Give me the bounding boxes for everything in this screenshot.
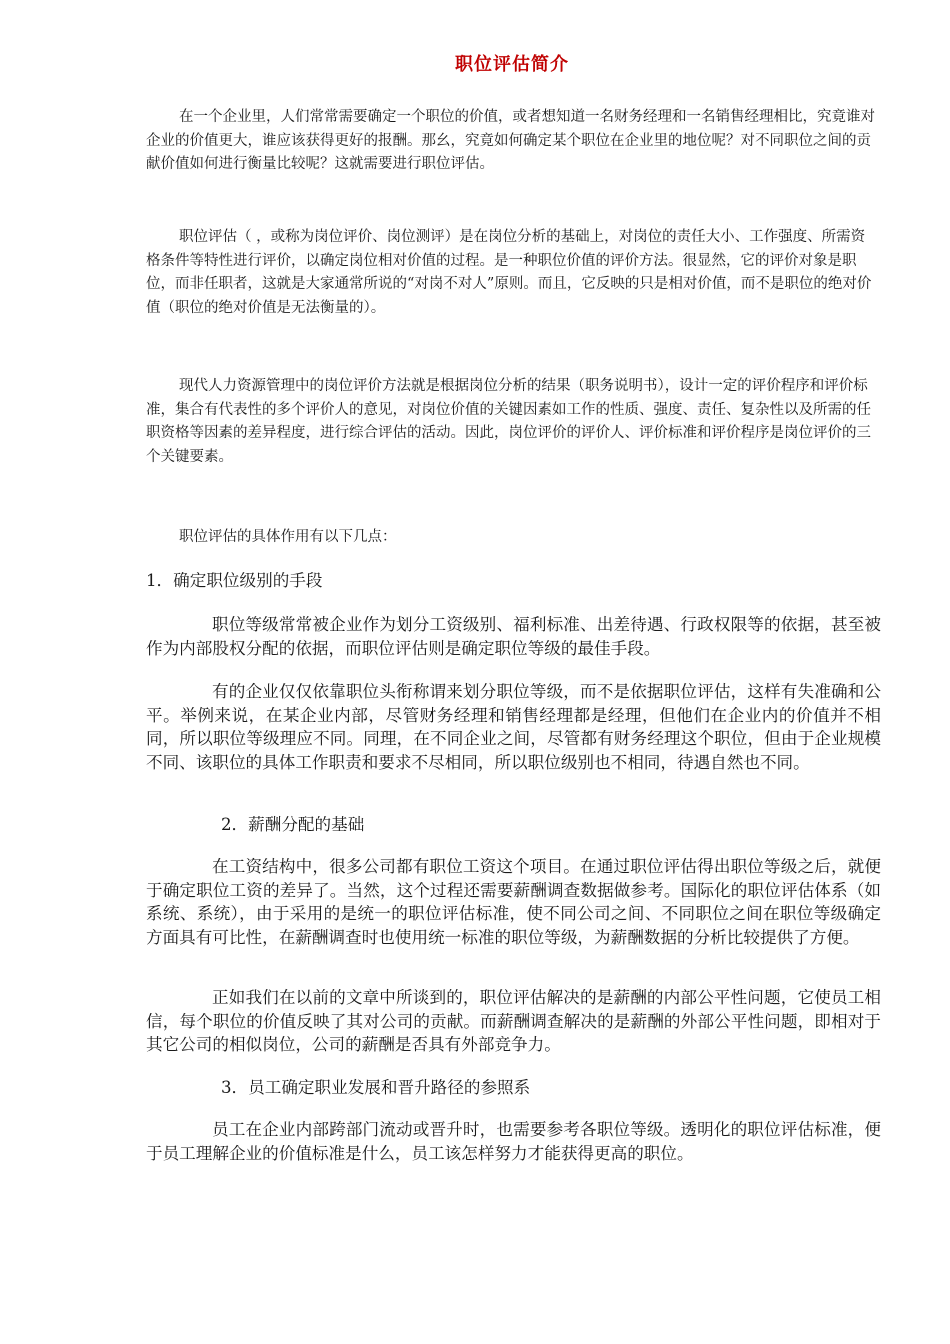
- section-heading-3: 3．员工确定职业发展和晋升路径的参照系: [221, 1078, 531, 1097]
- section-heading-1: 1．确定职位级别的手段: [146, 571, 323, 590]
- page-title: 职位评估简介: [455, 54, 569, 75]
- definition-paragraph: 职位评估（ ，或称为岗位评价、岗位测评）是在岗位分析的基础上，对岗位的责任大小、工作强度、所需资格条件等特性进行评价，以确定岗位相对价值的过程。是一种职位价值的评价方法。很显然，它的评价对象是职位，而非任职者，这就是大家通常所说的“对岗不对人”原则。而且，它反映的只是相对价值，而不是职位的绝对价值（职位的绝对价值是无法衡量的）。: [146, 229, 872, 316]
- section-1-paragraph-1: 职位等级常常被企业作为划分工资级别、福利标准、出差待遇、行政权限等的依据，甚至被作为内部股权分配的依据，而职位评估则是确定职位等级的最佳手段。: [146, 615, 881, 658]
- intro-paragraph: 在一个企业里，人们常常需要确定一个职位的价值，或者想知道一名财务经理和一名销售经理相比，究竟谁对企业的价值更大，谁应该获得更好的报酬。那幺，究竟如何确定某个职位在企业里的地位呢？对不同职位之间的贡献价值如何进行衡量比较呢？这就需要进行职位评估。: [146, 109, 875, 172]
- section-2-paragraph-1: 在工资结构中，很多公司都有职位工资这个项目。在通过职位评估得出职位等级之后，就便于确定职位工资的差异了。当然，这个过程还需要薪酬调查数据做参考。国际化的职位评估体系（如系统、系统），由于采用的是统一的职位评估标准，使不同公司之间、不同职位之间在职位等级确定方面具有可比性，在薪酬调查时也使用统一标准的职位等级，为薪酬数据的分析比较提供了方便。: [146, 857, 881, 947]
- section-2-paragraph-2: 正如我们在以前的文章中所谈到的，职位评估解决的是薪酬的内部公平性问题，它使员工相信，每个职位的价值反映了其对公司的贡献。而薪酬调查解决的是薪酬的外部公平性问题，即相对于其它公司的相似岗位，公司的薪酬是否具有外部竞争力。: [146, 988, 881, 1055]
- section-heading-2: 2．薪酬分配的基础: [221, 815, 365, 834]
- method-paragraph: 现代人力资源管理中的岗位评价方法就是根据岗位分析的结果（职务说明书），设计一定的评价程序和评价标准，集合有代表性的多个评价人的意见，对岗位价值的关键因素如工作的性质、强度、责任、复杂性以及所需的任职资格等因素的差异程度，进行综合评估的活动。因此，岗位评价的评价人、评价标准和评价程序是岗位评价的三个关键要素。: [146, 378, 871, 465]
- section-3-paragraph-1: 员工在企业内部跨部门流动或晋升时，也需要参考各职位等级。透明化的职位评估标准，便于员工理解企业的价值标准是什么，员工该怎样努力才能获得更高的职位。: [146, 1120, 881, 1163]
- section-1-paragraph-2: 有的企业仅仅依靠职位头衔称谓来划分职位等级，而不是依据职位评估，这样有失准确和公平。举例来说，在某企业内部，尽管财务经理和销售经理都是经理，但他们在企业内的价值并不相同，所以职位等级理应不同。同理，在不同企业之间，尽管都有财务经理这个职位，但由于企业规模不同、该职位的具体工作职责和要求不尽相同，所以职位级别也不相同，待遇自然也不同。: [146, 682, 881, 772]
- purpose-lead-paragraph: 职位评估的具体作用有以下几点：: [179, 529, 397, 545]
